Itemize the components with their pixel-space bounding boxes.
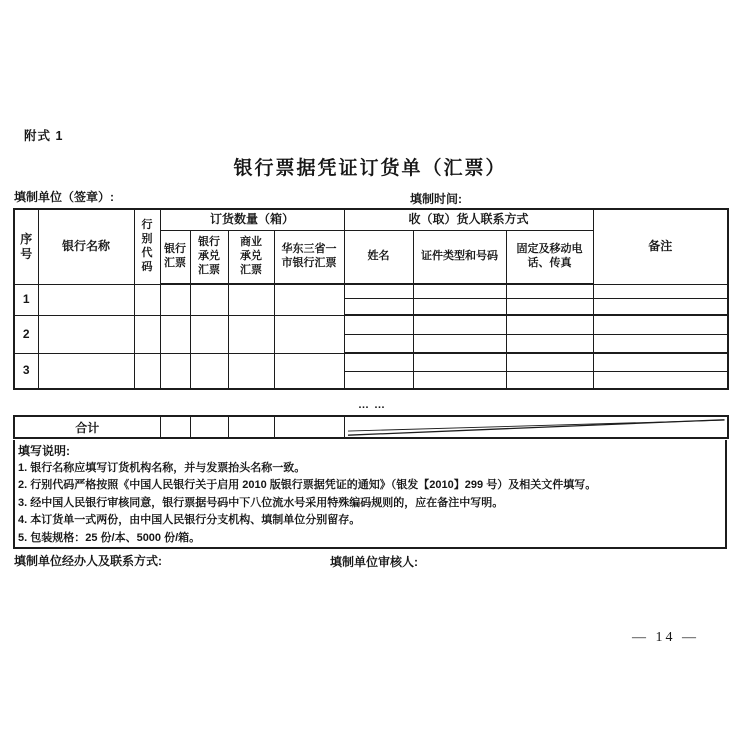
blank-cell-name-1b [344, 298, 413, 315]
blank-cell-id-2b [413, 334, 506, 353]
blank-cell-phone-3b [506, 371, 593, 389]
note-item-3: 3. 经中国人民银行审核同意，银行票据号码中下八位流水号采用特殊编码规则的，应在备注中写明。 [18, 496, 504, 509]
blank-cell-name-3b [344, 371, 413, 389]
blank-cell-remarks-3a [593, 353, 728, 371]
col-header-bank-code: 行别代码 [134, 209, 160, 284]
diagonal-strike-icon [345, 417, 728, 437]
blank-cell-bank-acceptance-3 [190, 353, 228, 389]
col-header-east-china-draft: 华东三省一市银行汇票 [274, 230, 344, 284]
preparer-label: 填制单位经办人及联系方式: [14, 554, 162, 568]
blank-cell-name-2a [344, 315, 413, 334]
blank-cell-bank-draft-2 [160, 315, 190, 353]
filling-instructions-box [13, 440, 727, 549]
blank-total-bank-acceptance [190, 416, 228, 438]
blank-cell-bank-acceptance-1 [190, 284, 228, 315]
header-row-groups [14, 209, 728, 230]
note-item-4: 4. 本订货单一式两份，由中国人民银行分支机构、填制单位分别留存。 [18, 514, 361, 527]
blank-cell-name-1a [344, 284, 413, 298]
blank-cell-phone-2a [506, 315, 593, 334]
blank-total-bank-draft [160, 416, 190, 438]
col-header-id-type-number: 证件类型和号码 [413, 230, 506, 284]
blank-cell-remarks-1b [593, 298, 728, 315]
col-header-remarks: 备注 [593, 209, 728, 284]
blank-cell-commercial-acceptance-3 [228, 353, 274, 389]
total-strikethrough-cell [344, 416, 728, 438]
table-row-2a [14, 315, 728, 334]
blank-total-east-china [274, 416, 344, 438]
col-header-bank-acceptance-draft: 银行承兑汇票 [190, 230, 228, 284]
filling-unit-label: 填制单位（签章）: [14, 190, 114, 204]
blank-cell-id-1b [413, 298, 506, 315]
table-row-3a [14, 353, 728, 371]
blank-cell-id-3a [413, 353, 506, 371]
group-header-consignee-contact: 收（取）货人联系方式 [344, 209, 593, 230]
blank-cell-id-3b [413, 371, 506, 389]
col-header-serial: 序号 [14, 209, 38, 284]
cell-serial-2: 2 [14, 315, 38, 353]
col-header-name: 姓名 [344, 230, 413, 284]
blank-cell-bank-acceptance-2 [190, 315, 228, 353]
blank-cell-commercial-acceptance-2 [228, 315, 274, 353]
order-table [13, 208, 729, 390]
page-number: — 14 — [632, 630, 699, 645]
blank-cell-bank-name-3 [38, 353, 134, 389]
note-item-2: 2. 行别代码严格按照《中国人民银行关于启用 2010 版银行票据凭证的通知》（银发【2010】299 号）及相关文件填写。 [18, 479, 597, 492]
blank-total-commercial-acceptance [228, 416, 274, 438]
note-item-5: 5. 包装规格：25 份/本、5000 份/箱。 [18, 531, 201, 544]
continuation-ellipsis: … … [358, 399, 387, 411]
total-row [14, 416, 728, 438]
note-item-1: 1. 银行名称应填写订货机构名称，并与发票抬头名称一致。 [18, 462, 306, 474]
blank-cell-phone-2b [506, 334, 593, 353]
continuation-strip [13, 397, 727, 415]
blank-cell-id-1a [413, 284, 506, 298]
blank-cell-phone-3a [506, 353, 593, 371]
blank-cell-remarks-2a [593, 315, 728, 334]
blank-cell-bank-code-3 [134, 353, 160, 389]
cell-serial-3: 3 [14, 353, 38, 389]
cell-serial-1: 1 [14, 284, 38, 315]
col-header-phone-fax: 固定及移动电话、传真 [506, 230, 593, 284]
notes-heading: 填写说明: [18, 444, 70, 458]
blank-cell-bank-code-2 [134, 315, 160, 353]
blank-cell-east-china-3 [274, 353, 344, 389]
filling-time-label: 填制时间: [410, 192, 462, 206]
blank-cell-bank-draft-3 [160, 353, 190, 389]
blank-cell-name-2b [344, 334, 413, 353]
col-header-bank-name: 银行名称 [38, 209, 134, 284]
blank-cell-east-china-2 [274, 315, 344, 353]
blank-cell-east-china-1 [274, 284, 344, 315]
total-row-table [13, 415, 729, 439]
blank-cell-id-2a [413, 315, 506, 334]
total-label-cell: 合计 [14, 416, 160, 438]
blank-cell-bank-name-2 [38, 315, 134, 353]
blank-cell-bank-code-1 [134, 284, 160, 315]
table-row-1a [14, 284, 728, 298]
blank-cell-remarks-2b [593, 334, 728, 353]
blank-cell-bank-draft-1 [160, 284, 190, 315]
blank-cell-phone-1a [506, 284, 593, 298]
col-header-commercial-acceptance-draft: 商业承兑汇票 [228, 230, 274, 284]
blank-cell-name-3a [344, 353, 413, 371]
blank-cell-remarks-1a [593, 284, 728, 298]
col-header-bank-draft: 银行汇票 [160, 230, 190, 284]
group-header-order-quantity: 订货数量（箱） [160, 209, 344, 230]
page-title: 银行票据凭证订货单（汇票） [233, 158, 507, 179]
blank-cell-bank-name-1 [38, 284, 134, 315]
blank-cell-phone-1b [506, 298, 593, 315]
attachment-label: 附式 1 [24, 129, 64, 143]
blank-cell-commercial-acceptance-1 [228, 284, 274, 315]
reviewer-label: 填制单位审核人: [330, 555, 418, 569]
blank-cell-remarks-3b [593, 371, 728, 389]
